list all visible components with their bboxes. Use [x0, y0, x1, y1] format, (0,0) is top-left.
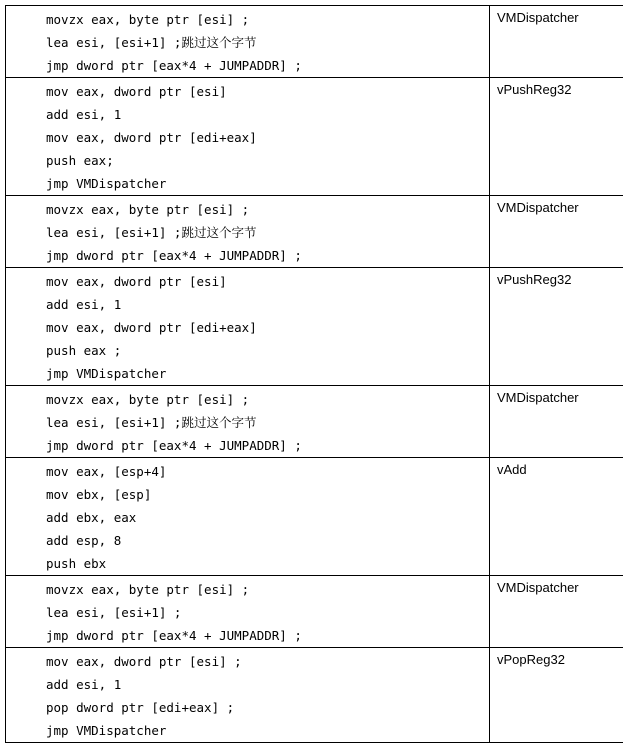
code-line: add esi, 1	[46, 293, 489, 316]
code-line: add esi, 1	[46, 673, 489, 696]
table-row	[6, 6, 623, 78]
code-line: mov eax, dword ptr [esi]	[46, 80, 489, 103]
label-cell	[490, 78, 623, 196]
code-line: mov eax, dword ptr [edi+eax]	[46, 126, 489, 149]
code-line: movzx eax, byte ptr [esi] ;	[46, 8, 489, 31]
code-line: mov eax, dword ptr [esi]	[46, 270, 489, 293]
code-cell	[6, 6, 490, 78]
label-cell	[490, 268, 623, 386]
label-cell	[490, 458, 623, 576]
table-row	[6, 576, 623, 648]
label-cell	[490, 648, 623, 743]
code-line: lea esi, [esi+1] ;	[46, 601, 489, 624]
code-line: lea esi, [esi+1] ;跳过这个字节	[46, 411, 489, 434]
code-line: jmp dword ptr [eax*4 + JUMPADDR] ;	[46, 434, 489, 457]
table-row	[6, 196, 623, 268]
code-line: mov eax, dword ptr [edi+eax]	[46, 316, 489, 339]
code-line: jmp dword ptr [eax*4 + JUMPADDR] ;	[46, 244, 489, 267]
code-cell	[6, 196, 490, 268]
code-line: push ebx	[46, 552, 489, 575]
code-table	[5, 5, 623, 743]
code-line: jmp VMDispatcher	[46, 362, 489, 385]
table-row	[6, 648, 623, 743]
code-line: lea esi, [esi+1] ;跳过这个字节	[46, 221, 489, 244]
code-line: push eax;	[46, 149, 489, 172]
label-cell	[490, 576, 623, 648]
code-line: pop dword ptr [edi+eax] ;	[46, 696, 489, 719]
handler-label: vPushReg32	[497, 81, 623, 99]
code-line: mov ebx, [esp]	[46, 483, 489, 506]
code-table-body	[6, 6, 623, 743]
code-line: movzx eax, byte ptr [esi] ;	[46, 578, 489, 601]
code-line: jmp dword ptr [eax*4 + JUMPADDR] ;	[46, 54, 489, 77]
code-line: lea esi, [esi+1] ;跳过这个字节	[46, 31, 489, 54]
code-line: mov eax, dword ptr [esi] ;	[46, 650, 489, 673]
code-line: mov eax, [esp+4]	[46, 460, 489, 483]
handler-label: vPushReg32	[497, 271, 623, 289]
code-cell	[6, 458, 490, 576]
code-cell	[6, 386, 490, 458]
code-cell	[6, 576, 490, 648]
handler-label: VMDispatcher	[497, 199, 623, 217]
handler-label: VMDispatcher	[497, 9, 623, 27]
handler-label: VMDispatcher	[497, 579, 623, 597]
table-row	[6, 458, 623, 576]
table-row	[6, 268, 623, 386]
label-cell	[490, 196, 623, 268]
code-line: jmp VMDispatcher	[46, 172, 489, 195]
code-cell	[6, 268, 490, 386]
code-line: add ebx, eax	[46, 506, 489, 529]
label-cell	[490, 386, 623, 458]
code-cell	[6, 648, 490, 743]
code-line: jmp dword ptr [eax*4 + JUMPADDR] ;	[46, 624, 489, 647]
code-cell	[6, 78, 490, 196]
code-line: push eax ;	[46, 339, 489, 362]
table-row	[6, 78, 623, 196]
code-line: add esi, 1	[46, 103, 489, 126]
code-line: add esp, 8	[46, 529, 489, 552]
handler-label: vPopReg32	[497, 651, 623, 669]
table-row	[6, 386, 623, 458]
code-line: jmp VMDispatcher	[46, 719, 489, 742]
handler-label: vAdd	[497, 461, 623, 479]
label-cell	[490, 6, 623, 78]
code-line: movzx eax, byte ptr [esi] ;	[46, 198, 489, 221]
code-line: movzx eax, byte ptr [esi] ;	[46, 388, 489, 411]
handler-label: VMDispatcher	[497, 389, 623, 407]
